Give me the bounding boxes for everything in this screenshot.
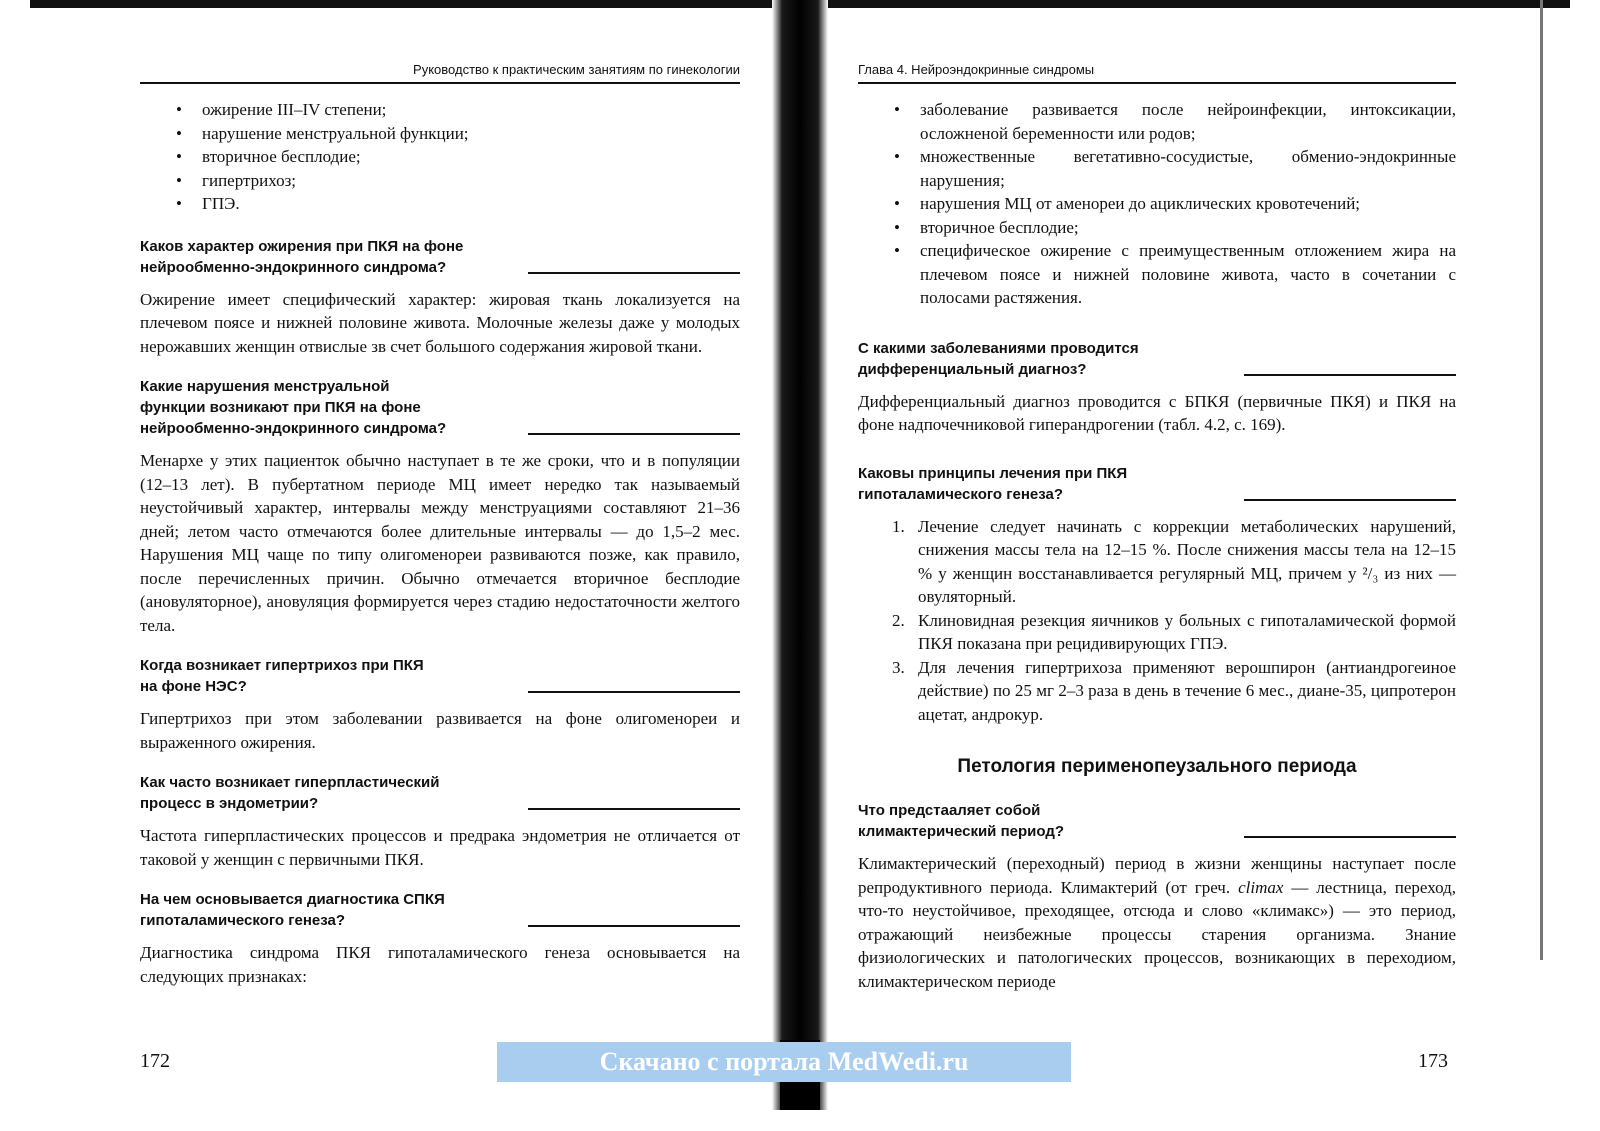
left-running-head: Руководство к практическим занятиям по гинекологии (140, 62, 740, 84)
question-heading (140, 376, 740, 439)
question-rule (1244, 836, 1456, 838)
scan-right-edge (1540, 0, 1543, 960)
answer-paragraph: Диагностика синдрома ПКЯ гипоталамического генеза основывается на следующих признаках: (140, 943, 740, 986)
question-rule (528, 808, 740, 810)
question-rule (528, 433, 740, 435)
question-heading (140, 655, 740, 697)
question-line: гипоталамического генеза? (140, 912, 345, 929)
list-item: • нарушения МЦ от аменореи до ациклических кровотечений; (894, 192, 1456, 216)
page-number-right: 173 (1418, 1050, 1448, 1072)
question-line: Какие нарушения менструальной (140, 378, 390, 395)
question-line: дифференциальный диагноз? (858, 360, 1087, 378)
question-line: функции возникают при ПКЯ на фоне (140, 399, 421, 416)
question-line: Что предстааляет собой (858, 802, 1041, 819)
left-bullet-list (176, 98, 740, 216)
answer-paragraph: Ожирение имеет специфический характер: жировая ткань локализуется на плечевом поясе и нижней половине живота. Молочные железы даже у молодых нерожавших женщин отвислые зв счет большого содержания жировой ткани. (140, 289, 740, 356)
question-line: на фоне НЭС? (140, 678, 247, 695)
answer-paragraph: Климактерический (переходный) период в жизни женщины наступает после репродуктивного периода. Климактерий (от греч. climax — лестница, переход, что-то неустойчивое, преходящее, отсюда и слово «климакс») — это период, отражающий неизбежные процессы старения организма. Знание физиологических и патологических процессов, возникающих в переходиом, климактерическом периоде (858, 854, 1457, 991)
treatment-numbered-list (892, 515, 1456, 727)
list-item: 1. Лечение следует начинать с коррекции метаболических нарушений, снижения массы тела на 12–15 %. После снижения массы тела на 12–15 % у женщин восстанавливается регулярный МЦ, причем у ²/₃ из них — овуляторный. (892, 516, 1456, 606)
list-item: • заболевание развивается после нейроинфекции, интоксикации, осложненой беременности или родов; (894, 98, 1456, 145)
section-title: Петология перименопеузального периода (957, 756, 1357, 777)
answer-paragraph: Менархе у этих пациенток обычно наступает в те же сроки, что и в популяции (12–13 лет). В пубертатном периоде МЦ имеет нередко так называемый неустойчивый характер, интервалы между менструациями составляют 21–36 дней; летом часто отмечаются более длительные интервалы — до 1,5–2 мес. Нарушения МЦ чаще по типу олигоменореи развиваются позже, как правило, после перечисленных причин. Обычно отмечается вторичное бесплодие (ановуляторное), ановуляция формируется через стадию недостаточности желтого тела. (140, 451, 740, 635)
question-rule (528, 691, 740, 693)
book-spine-shadow (772, 0, 828, 1110)
right-running-head: Глава 4. Нейроэндокринные синдромы (858, 62, 1456, 84)
answer-paragraph: Частота гиперпластических процессов и предрака эндометрия не отличается от таковой у женщин с первичными ПКЯ. (140, 826, 740, 869)
question-line: Каковы принципы лечения при ПКЯ (858, 464, 1128, 482)
list-item: • ГПЭ. (176, 192, 740, 216)
question-line: С какими заболеваниями проводится (858, 339, 1139, 357)
question-line: нейрообменно-эндокринного синдрома? (140, 258, 447, 276)
list-item: • специфическое ожирение с преимущественным отложением жира на плечевом поясе и нижней половине живота, часто в сочетании с полосами растяжения. (894, 239, 1456, 310)
list-item: • множественные вегетативно-сосудистые, обменио-эндокринные нарушения; (894, 145, 1456, 192)
question-line: гипоталамического генеза? (858, 485, 1063, 503)
question-rule (1244, 374, 1456, 376)
question-line: На чем основывается диагностика СПКЯ (140, 891, 445, 908)
right-page (858, 62, 1456, 1011)
right-bullet-list (894, 98, 1456, 310)
question-heading (858, 463, 1456, 505)
question-line: Когда возникает гипертрихоз при ПКЯ (140, 657, 424, 674)
question-line: процесс в эндометрии? (140, 795, 319, 812)
list-item: • вторичное бесплодие; (176, 145, 740, 169)
left-page (140, 62, 740, 1006)
answer-paragraph: Дифференциальный диагноз проводится с БПКЯ (первичные ПКЯ) и ПКЯ на фоне надпочечниковой гиперандрогении (табл. 4.2, с. 169). (858, 391, 1456, 434)
question-line: нейрообменно-эндокринного синдрома? (140, 420, 447, 437)
list-item: 3. Для лечения гипертрихоза применяют верошпирон (антиандрогеиное действие) по 25 мг 2–3 раза в день в течение 6 мес., диане-35, ципротерон ацетат, андрокур. (892, 657, 1456, 724)
list-item: • гипертрихоз; (176, 169, 740, 193)
watermark-banner: Скачано с портала MedWedi.ru (497, 1042, 1071, 1082)
list-item: • ожирение III–IV степени; (176, 98, 740, 122)
question-line: Каков характер ожирения при ПКЯ на фоне (140, 237, 464, 255)
list-item: 2. Клиновидная резекция яичников у больных с гипоталамической формой ПКЯ показана при рецидивирующих ГПЭ. (892, 610, 1456, 653)
list-item: • вторичное бесплодие; (894, 216, 1456, 240)
question-line: климактерический период? (858, 823, 1065, 840)
question-rule (528, 925, 740, 927)
question-line: Как часто возникает гиперпластический (140, 774, 440, 791)
question-rule (528, 272, 740, 274)
question-rule (1244, 499, 1456, 501)
question-heading (140, 889, 740, 931)
list-item: • нарушение менструальной функции; (176, 122, 740, 146)
question-heading (140, 236, 740, 278)
question-heading (858, 800, 1456, 842)
question-heading (140, 772, 740, 814)
page-number-left: 172 (140, 1050, 170, 1072)
answer-paragraph: Гипертрихоз при этом заболевании развивается на фоне олигоменореи и выраженного ожирения. (140, 709, 740, 752)
question-heading (858, 338, 1456, 380)
